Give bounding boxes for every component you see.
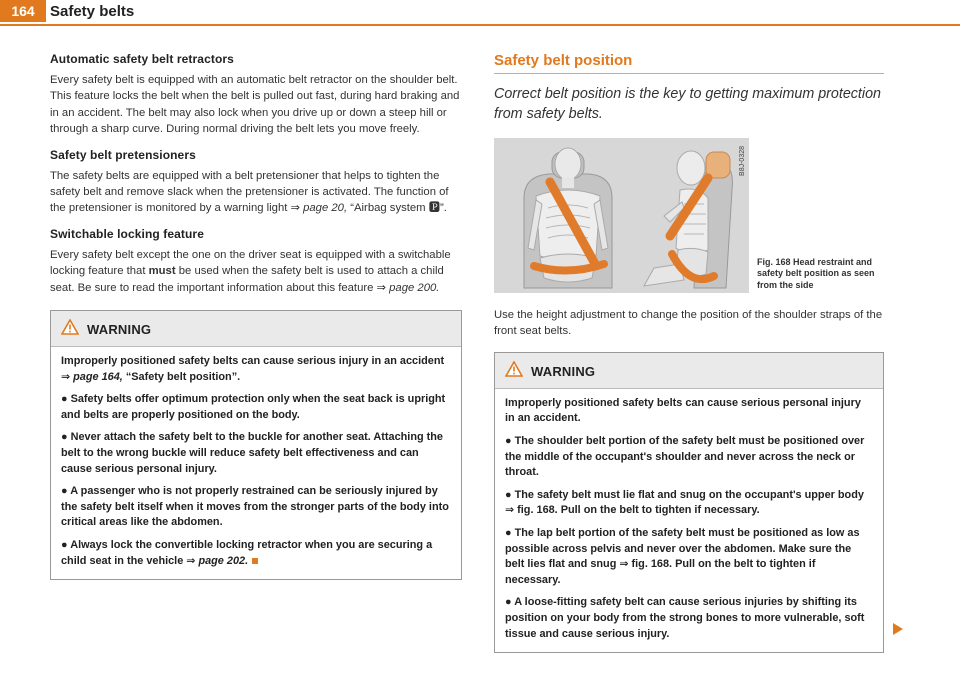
left-column xyxy=(50,52,462,580)
page-164-link[interactable]: ⇒ page 164, xyxy=(61,370,123,383)
locking-text-a: Every safety belt except the one on the driver seat is equipped with a switchable locking feature that xyxy=(50,248,451,278)
figure-caption: Fig. 168 Head restraint and safety belt position as seen from the side xyxy=(757,256,875,290)
belt-illustration-svg xyxy=(494,138,749,293)
must-emphasis: must xyxy=(148,265,176,278)
right-warning-bullet-3: ● The lap belt portion of the safety belt must be positioned as low as possible across pelvis and never over the abdomen. Make sure the belt lies flat and snug ⇒ fig. 168. Pull on the belt to tighten if necessary. xyxy=(505,526,860,586)
pretensioners-text xyxy=(50,168,462,217)
section-title: Safety belt position xyxy=(494,52,633,69)
retractors-text: Every safety belt is equipped with an automatic belt retractor on the shoulder belt. This feature locks the belt when the belt is pulled out fast, during hard braking and in an accident. The belt may also lock when you drive up or down a steep hill or through a sharp curve. During normal driving the belt lets you move freely. xyxy=(50,74,460,136)
pretensioners-text-b: “Airbag system xyxy=(347,202,429,215)
right-warning-intro: Improperly positioned safety belts can cause serious personal injury in an accident. xyxy=(505,396,861,425)
warning-icon xyxy=(505,361,523,382)
right-warning-bullet-1: ● The shoulder belt portion of the safety belt must be positioned over the middle of the occupant's shoulder and never across the neck or throat. xyxy=(505,435,865,479)
section-lead: Correct belt position is the key to getting maximum protection from safety belts. xyxy=(494,86,881,122)
page-20-link[interactable]: ⇒ page 20, xyxy=(290,202,348,215)
pretensioners-text-end: ”. xyxy=(440,202,447,215)
left-warning-box xyxy=(50,310,462,580)
page-202-link[interactable]: ⇒ page 202. xyxy=(186,554,249,567)
continue-arrow-icon xyxy=(892,622,904,641)
left-warning-bullet-1: ● Safety belts offer optimum protection only when the seat back is upright and belts are properly positioned on the body. xyxy=(61,393,446,421)
chapter-title: Safety belts xyxy=(50,3,135,20)
pretensioners-heading: Safety belt pretensioners xyxy=(50,147,196,162)
left-warning-bullet-4-a: ● Always lock the convertible locking retractor when you are securing a child seat in the vehicle xyxy=(61,539,433,567)
height-adjust-text: Use the height adjustment to change the position of the shoulder straps of the front seat belts. xyxy=(494,309,883,338)
left-warning-intro-b: “Safety belt position”. xyxy=(122,370,241,383)
left-warning-bullet-3: ● A passenger who is not properly restrained can be seriously injured by the safety belt itself when it moves from the stronger parts of the body into critical areas like the abdomen. xyxy=(61,485,449,529)
left-warning-intro xyxy=(61,354,451,385)
right-warning-bullet-4: ● A loose-fitting safety belt can cause serious injuries by shifting its position on your body from the strong bones to more vulnerable, soft tissue and cause serious injury. xyxy=(505,596,865,640)
left-warning-header xyxy=(51,311,461,347)
end-of-section-mark xyxy=(252,558,258,564)
belt-position-illustration xyxy=(494,138,749,293)
left-warning-title: WARNING xyxy=(87,322,152,338)
locking-text-b: be used when the safety belt is used to attach a child seat. Be sure to read the important information about this feature xyxy=(50,265,444,294)
locking-heading: Switchable locking feature xyxy=(50,226,204,241)
section-rule xyxy=(494,73,884,74)
header-rule xyxy=(0,24,960,26)
left-warning-intro-a: Improperly positioned safety belts can cause serious injury in an accident xyxy=(61,355,445,368)
left-warning-bullet-4 xyxy=(61,538,451,569)
pretensioners-text-a: The safety belts are equipped with a belt pretensioner that helps to tighten the safety belt and remove slack when the pretensioner is activated. The function of the pretensioner is monitored by a warning light xyxy=(50,169,449,215)
figure-168 xyxy=(494,138,884,293)
left-warning-body xyxy=(51,347,461,579)
right-warning-title: WARNING xyxy=(531,363,596,379)
right-warning-bullet-2: ● The safety belt must lie flat and snug on the occupant's upper body ⇒ fig. 168. Pull on the belt to tighten if necessary. xyxy=(505,488,864,517)
figure-code: B8J-0328 xyxy=(739,146,746,176)
right-warning-body xyxy=(495,389,883,652)
right-warning-header xyxy=(495,353,883,389)
left-warning-bullet-2: ● Never attach the safety belt to the buckle for another seat. Attaching the belt to the wrong buckle will reduce safety belt effectiveness and can cause serious personal injury. xyxy=(61,431,443,475)
warning-icon xyxy=(61,319,79,340)
locking-text xyxy=(50,247,462,296)
airbag-warning-icon: 🅿 xyxy=(428,202,441,215)
retractors-heading: Automatic safety belt retractors xyxy=(50,52,234,66)
right-warning-box xyxy=(494,352,884,653)
right-column xyxy=(494,52,884,653)
page-number: 164 xyxy=(0,0,46,22)
page-200-link[interactable]: ⇒ page 200. xyxy=(376,281,440,294)
